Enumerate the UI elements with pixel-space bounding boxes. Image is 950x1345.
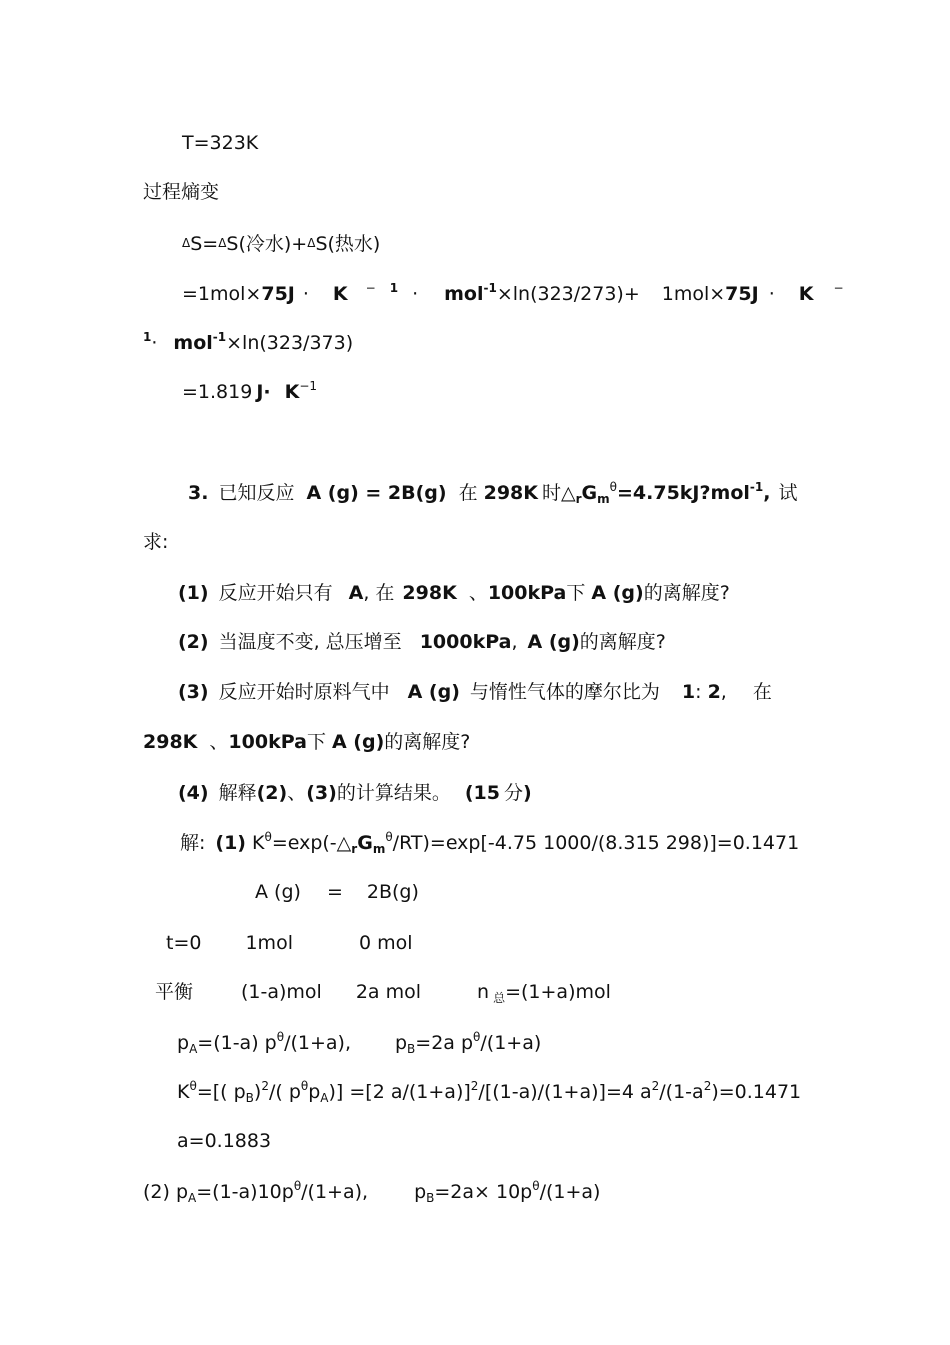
solution-step-1: 解: (1) $K^\theta=\exp(-\triangle_rG_m^\theta/RT)=\exp[-4.75$ 1000/(8.315 298)]=0.1471 — [180, 830, 800, 856]
equilibrium-row: 平衡 (1-a)mol 2a mol n $_总$=(1+a)mol — [155, 981, 611, 1005]
section-heading-entropy: 过程熵变 — [143, 181, 220, 203]
equilibrium-constant-expression: $K^\theta=$[( $p_B)^2/$( $p^\theta p_A)] =[2$ a/(1+a)]$^2$/[(1-a)/(1+a)]=4 $a^2/(1-a^2)=0.1471$ — [177, 1079, 802, 1105]
delta-symbol: Δ — [218, 236, 227, 250]
partial-pressure-expressions: $p_A=(1-a)$ $p^\theta/(1+a)$, $p_B=2a$ $p^\theta/(1+a)$ — [177, 1030, 542, 1056]
subquestion-1: (1) 反应开始只有 A, 在 298K 、100kPa下 A (g)的离解度? — [178, 582, 730, 604]
question-3-statement: 3. 已知反应 A (g) = 2B(g) 在 298K 时$\triangle_rG_m^\theta=4.75kJ?mol^{-1}$, 试 — [188, 480, 798, 506]
entropy-result: =1.819 $J\cdot K^{-1}$ — [182, 379, 318, 403]
dissociation-degree-result: a=0.1883 — [177, 1130, 272, 1152]
temperature-result: T=323K — [182, 132, 259, 154]
subquestion-3-continuation: 298K 、100kPa下 A (g)的离解度? — [143, 731, 471, 753]
reaction-equation: A (g) = 2B(g) — [255, 881, 419, 903]
initial-state-row: t=0 1mol 0 mol — [166, 932, 413, 954]
subquestion-3: (3) 反应开始时原料气中 A (g) 与惰性气体的摩尔比为 1: 2, 在 — [178, 681, 772, 703]
solution-step-2: (2) $p_A=(1-a)10p^\theta/(1+a)$, $p_B=2a\times 10p^\theta/(1+a)$ — [143, 1179, 601, 1205]
entropy-equation: ΔS=ΔS(冷水)+ΔS(热水) — [182, 233, 381, 255]
entropy-calc-line-2: $^1$· mol$^{-1}$×ln(323/373) — [143, 330, 354, 354]
question-3-continuation: 求: — [143, 531, 169, 553]
delta-symbol: Δ — [307, 236, 316, 250]
delta-symbol: Δ — [182, 236, 191, 250]
entropy-calc-line-1: =1mol×75J · K − $^1$ · mol$^{-1}$×ln(323/273)+ 1mol×75J · K − — [182, 281, 844, 305]
subquestion-2: (2) 当温度不变, 总压增至 1000kPa, A (g)的离解度? — [178, 631, 666, 653]
subquestion-4: (4) 解释(2)、(3)的计算结果。 (15 分) — [178, 782, 532, 804]
